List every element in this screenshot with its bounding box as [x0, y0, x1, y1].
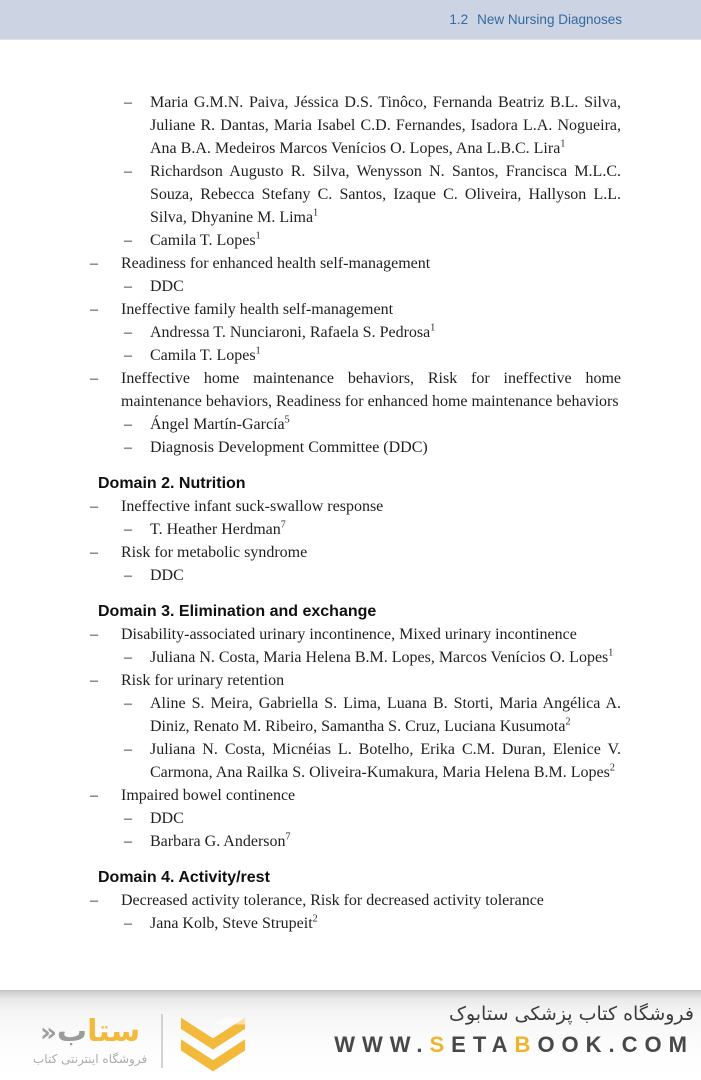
item-text: Risk for urinary retention	[121, 672, 285, 689]
setabook-logo	[33, 1010, 252, 1072]
list-item	[124, 912, 621, 935]
dash-bullet: –	[90, 255, 98, 272]
list-item	[124, 344, 621, 367]
footnote-ref: 1	[313, 207, 319, 219]
item-text: Impaired bowel continence	[121, 787, 296, 804]
url-suffix: OOK.COM	[537, 1032, 694, 1057]
item-text: Ángel Martín-García	[150, 416, 285, 433]
logo-wordmark	[40, 1016, 140, 1049]
logo-wordmark-block	[33, 1016, 147, 1066]
dash-bullet: –	[124, 439, 132, 456]
dash-bullet: –	[90, 672, 98, 689]
item-text: Andressa T. Nunciaroni, Rafaela S. Pedrosa	[150, 324, 431, 341]
item-text: Juliana N. Costa, Maria Helena B.M. Lopes, Marcos Venícios O. Lopes	[150, 649, 609, 666]
list-item	[124, 91, 621, 160]
footnote-ref: 7	[280, 519, 286, 531]
footnote-ref: 2	[609, 762, 615, 774]
item-text: Risk for metabolic syndrome	[121, 544, 308, 561]
domain-heading: Domain 4. Activity/rest	[98, 869, 270, 886]
item-text: Readiness for enhanced health self-management	[121, 255, 431, 272]
wordmark-gray-text: ب	[56, 1014, 88, 1049]
footnote-ref: 7	[285, 831, 291, 843]
item-text: DDC	[150, 810, 184, 827]
dash-bullet: –	[124, 324, 132, 341]
url-letter-b: B	[514, 1032, 538, 1057]
item-text: Decreased activity tolerance, Risk for decreased activity tolerance	[121, 892, 544, 909]
list-item	[124, 436, 621, 459]
dash-bullet: –	[124, 915, 132, 932]
dash-bullet: –	[124, 94, 132, 111]
list-item	[124, 646, 621, 669]
list-item	[90, 669, 621, 692]
dash-bullet: –	[90, 370, 98, 387]
logo-tagline: فروشگاه اینترنتی کتاب	[33, 1052, 148, 1066]
dash-bullet: –	[124, 416, 132, 433]
dash-bullet: –	[124, 695, 132, 712]
footer-right-block	[334, 1003, 694, 1058]
footnote-ref: 1	[255, 230, 261, 242]
list-item	[124, 830, 621, 853]
url-prefix: WWW.	[334, 1032, 430, 1057]
dash-bullet: –	[124, 810, 132, 827]
dash-bullet: –	[124, 278, 132, 295]
item-text: Ineffective family health self-management	[121, 301, 394, 318]
list-item	[124, 807, 621, 830]
list-item	[124, 692, 621, 738]
list-item	[124, 160, 621, 229]
dash-bullet: –	[124, 833, 132, 850]
list-item	[90, 784, 621, 807]
logo-divider	[161, 1014, 163, 1068]
list-item	[90, 367, 621, 413]
list-item	[90, 889, 621, 912]
item-text: Jana Kolb, Steve Strupeit	[150, 915, 313, 932]
footnote-ref: 2	[565, 716, 571, 728]
dash-bullet: –	[90, 498, 98, 515]
footnote-ref: 1	[255, 345, 261, 357]
item-text: Camila T. Lopes	[150, 232, 256, 249]
item-text: T. Heather Herdman	[150, 521, 281, 538]
item-text: Aline S. Meira, Gabriella S. Lima, Luana B. Storti, Maria Angélica A. Diniz, Renato M. Ribeiro, Samantha S. Cruz, Luciana Kusumota	[150, 695, 621, 735]
footnote-ref: 1	[560, 138, 566, 150]
chevron-s-icon	[174, 1010, 252, 1072]
dash-bullet: –	[124, 741, 132, 758]
list-item	[90, 495, 621, 518]
list-item	[124, 564, 621, 587]
list-item	[90, 252, 621, 275]
site-url	[334, 1032, 694, 1058]
footer-watermark-band	[0, 990, 701, 1080]
list-item	[124, 321, 621, 344]
item-text: Ineffective home maintenance behaviors, Risk for ineffective home maintenance behaviors, Readiness for enhanced home maintenance behaviors	[121, 370, 621, 410]
list-item	[124, 275, 621, 298]
content-list	[90, 91, 621, 935]
item-text: Barbara G. Anderson	[150, 833, 286, 850]
dash-bullet: –	[90, 301, 98, 318]
list-item	[124, 413, 621, 436]
list-item	[124, 738, 621, 784]
dash-bullet: –	[90, 787, 98, 804]
item-text: Maria G.M.N. Paiva, Jéssica D.S. Tinôco, Fernanda Beatriz B.L. Silva, Juliane R. Dantas, Maria Isabel C.D. Fernandes, Isadora L.A. Nogueira, Ana B.A. Medeiros Marcos Venícios O. Lopes, Ana L.B.C. Lira	[150, 94, 621, 157]
list-item	[90, 541, 621, 564]
item-text: Disability-associated urinary incontinence, Mixed urinary incontinence	[121, 626, 577, 643]
list-item	[124, 518, 621, 541]
list-item	[90, 623, 621, 646]
item-text: Juliana N. Costa, Micnéias L. Botelho, Erika C.M. Duran, Elenice V. Carmona, Ana Railka S. Oliveira-Kumakura, Maria Helena B.M. Lopes	[150, 741, 621, 781]
list-item	[90, 298, 621, 321]
dash-bullet: –	[90, 544, 98, 561]
dash-bullet: –	[124, 232, 132, 249]
store-title: فروشگاه کتاب پزشکی ستابوک	[448, 1003, 694, 1025]
domain-heading: Domain 3. Elimination and exchange	[98, 603, 377, 620]
footnote-ref: 5	[284, 414, 290, 426]
footnote-ref: 1	[608, 647, 614, 659]
dash-bullet: –	[90, 892, 98, 909]
dash-bullet: –	[124, 567, 132, 584]
list-item	[124, 229, 621, 252]
item-text: Ineffective infant suck-swallow response	[121, 498, 384, 515]
domain-heading: Domain 2. Nutrition	[98, 475, 246, 492]
footnote-ref: 1	[430, 322, 436, 334]
item-text: Camila T. Lopes	[150, 347, 256, 364]
section-number: 1.2	[449, 12, 469, 27]
url-eta: ETA	[451, 1032, 515, 1057]
item-text: Richardson Augusto R. Silva, Wenysson N. Santos, Francisca M.L.C. Souza, Rebecca Stefany C. Santos, Izaque C. Oliveira, Hallyson L.L. Silva, Dhyanine M. Lima	[150, 163, 621, 226]
url-letter-s: S	[429, 1032, 452, 1057]
item-text: DDC	[150, 567, 184, 584]
running-header	[0, 0, 701, 40]
dash-bullet: –	[124, 163, 132, 180]
dash-bullet: –	[124, 347, 132, 364]
item-text: Diagnosis Development Committee (DDC)	[150, 439, 428, 456]
section-title: New Nursing Diagnoses	[477, 12, 622, 27]
dash-bullet: –	[124, 649, 132, 666]
dash-bullet: –	[124, 521, 132, 538]
dash-bullet: –	[90, 626, 98, 643]
footnote-ref: 2	[312, 913, 318, 925]
double-chevron-glyph: «	[40, 1018, 57, 1048]
wordmark-gold-text: ستا	[87, 1014, 141, 1049]
item-text: DDC	[150, 278, 184, 295]
